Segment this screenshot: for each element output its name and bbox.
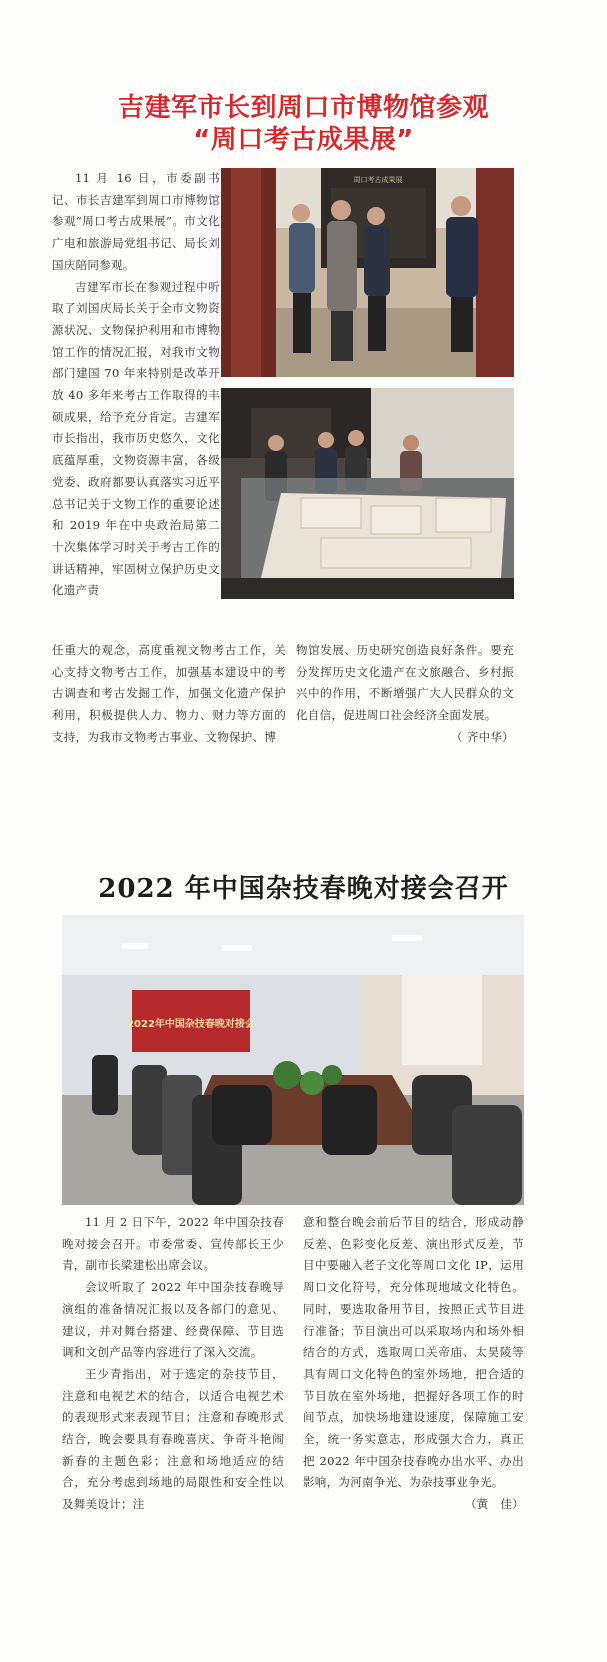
article2-left-column <box>62 1212 284 1516</box>
article2-right-column <box>303 1212 524 1516</box>
exhibit-sign-text: 周口考古成果展 <box>353 176 403 184</box>
article1-bottom-left-column <box>52 640 286 749</box>
article2-paragraph-1: 11 月 2 日下午，2022 年中国杂技春晚对接会召开。市委常委、宣传部长王少青，副市长梁建松出席会议。 <box>62 1215 284 1273</box>
article1-paragraph-2-end: 物馆发展、历史研究创造良好条件。要充分发挥历史文化遗产在文旅融合、乡村振兴中的作用，不断增强广大人民群众的文化自信，促进周口社会经济全面发展。 <box>296 643 514 723</box>
article2-title: 2022 年中国杂技春晚对接会召开 <box>98 874 509 904</box>
article2-byline: （黄 佳） <box>465 1497 524 1512</box>
banner-text: 2022年中国杂技春晚对接会 <box>127 1019 255 1030</box>
article1-byline: （ 齐中华） <box>451 729 514 744</box>
article2-paragraph-3: 王少青指出，对于选定的杂技节目，注意和电视艺术的结合，以适合电视艺术的表现形式来表现节目；注意和春晚形式结合，晚会要具有春晚喜庆、争奇斗艳闹新春的主题色彩；注意和场地适应的结合，充分考虑到场地的局限性和安全性以及舞美设计；注 <box>62 1366 284 1512</box>
article1-paragraph-1: 11 月 16 日，市委副书记、市长吉建军到周口市博物馆参观“周口考古成果展”。市文化广电和旅游局党组书记、局长刘国庆陪同参观。 <box>52 171 220 272</box>
article1-left-column <box>52 168 220 602</box>
museum-visit-photo <box>221 168 514 377</box>
article1-bottom-right-column <box>296 640 514 749</box>
exhibit-model-photo <box>221 388 514 599</box>
article1-paragraph-2: 吉建军市长在参观过程中听取了刘国庆局长关于全市文物资源状况、文物保护利用和市博物馆工作的情况汇报，对我市文物部门建国 70 年来特别是改革开放 40 多年来考古工作取得的丰硕成果，给予充分肯定。吉建军市长指出，我市历史悠久，文化底蕴厚重，文物资源丰富，各级党委、政府都要认真落实习近平总书记关于文物工作的重要论述和 2019 年在中央政治局第二十次集体学习时关于考古工作的讲话精神，牢固树立保护历史文化遗产责 <box>52 279 220 598</box>
article1-title-line2: “周口考古成果展” <box>193 125 414 155</box>
article1-paragraph-2-cont: 任重大的观念，高度重视文物考古工作，关心支持文物考古工作，加强基本建设中的考古调查和考古发掘工作，加强文化遗产保护利用，积极提供人力、物力、财力等方面的支持，为我市文物考古事业、文物保护、博 <box>52 643 286 744</box>
article2-paragraph-2: 会议听取了 2022 年中国杂技春晚导演组的准备情况汇报以及各部门的意见、建议，并对舞台搭建、经费保障、节目选调和文创产品等内容进行了深入交流。 <box>62 1280 284 1360</box>
article2-paragraph-3-cont: 意和整台晚会前后节目的结合，形成动静反差、色彩变化反差、演出形式反差，节目中要融入老子文化等周口文化 IP，运用周口文化符号，充分体现地域文化特色。同时，要选取备用节目，按照正式节目进行准备；节目演出可以采取场内和场外相结合的方式，选取周口关帝庙、太昊陵等具有周口文化特色的室外场地，把合适的节目放在室外场地，把握好各项工作的时间节点，加快场地建设速度，保障施工安全，统一务实意志，形成强大合力，真正把 2022 年中国杂技春晚办出水平、办出影响，为河南争光、为杂技事业争光。 <box>303 1215 524 1490</box>
meeting-photo <box>62 915 524 1205</box>
article1-title-line1: 吉建军市长到周口市博物馆参观 <box>117 93 489 123</box>
